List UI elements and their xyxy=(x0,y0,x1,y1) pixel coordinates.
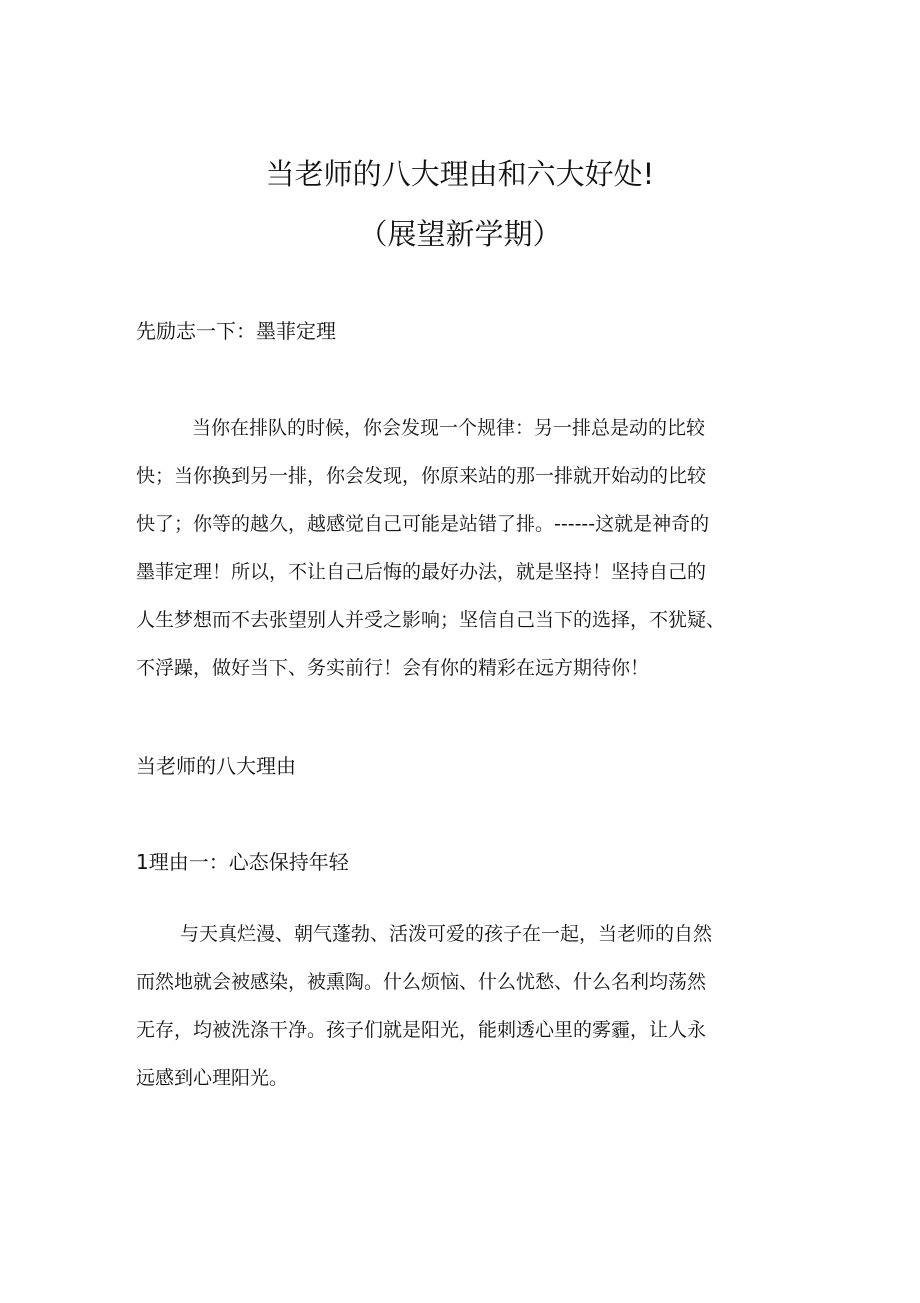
paragraph-line: 快了；你等的越久，越感觉自己可能是站错了排。------这就是神奇的 xyxy=(136,513,710,535)
paragraph-line: 远感到心理阳光。 xyxy=(136,1067,289,1089)
murphy-paragraph xyxy=(136,404,736,692)
paragraph-line: 不浮躁，做好当下、务实前行！会有你的精彩在远方期待你！ xyxy=(136,657,650,679)
intro-heading: 先励志一下：墨菲定理 xyxy=(136,319,336,343)
paragraph-line: 快；当你换到另一排，你会发现，你原来站的那一排就开始动的比较 xyxy=(136,465,707,487)
paragraph-line: 而然地就会被感染，被熏陶。什么烦恼、什么忧愁、什么名利均荡然 xyxy=(136,971,707,993)
paragraph-line: 墨菲定理！所以，不让自己后悔的最好办法，就是坚持！坚持自己的 xyxy=(136,561,707,583)
paragraph-line: 当你在排队的时候，你会发现一个规律：另一排总是动的比较 xyxy=(192,417,706,439)
document-title: 当老师的八大理由和六大好处! xyxy=(265,157,655,191)
paragraph-line: 与天真烂漫、朝气蓬勃、活泼可爱的孩子在一起，当老师的自然 xyxy=(180,923,713,945)
reason1-heading: 1理由一：心态保持年轻 xyxy=(136,850,349,874)
reason1-paragraph xyxy=(136,910,736,1102)
reasons-heading: 当老师的八大理由 xyxy=(136,754,296,778)
paragraph-line: 人生梦想而不去张望别人并受之影响；坚信自己当下的选择，不犹疑、 xyxy=(136,609,726,631)
paragraph-line: 无存，均被洗涤干净。孩子们就是阳光，能刺透心里的雾霾，让人永 xyxy=(136,1019,707,1041)
document-subtitle: （展望新学期） xyxy=(358,217,562,251)
